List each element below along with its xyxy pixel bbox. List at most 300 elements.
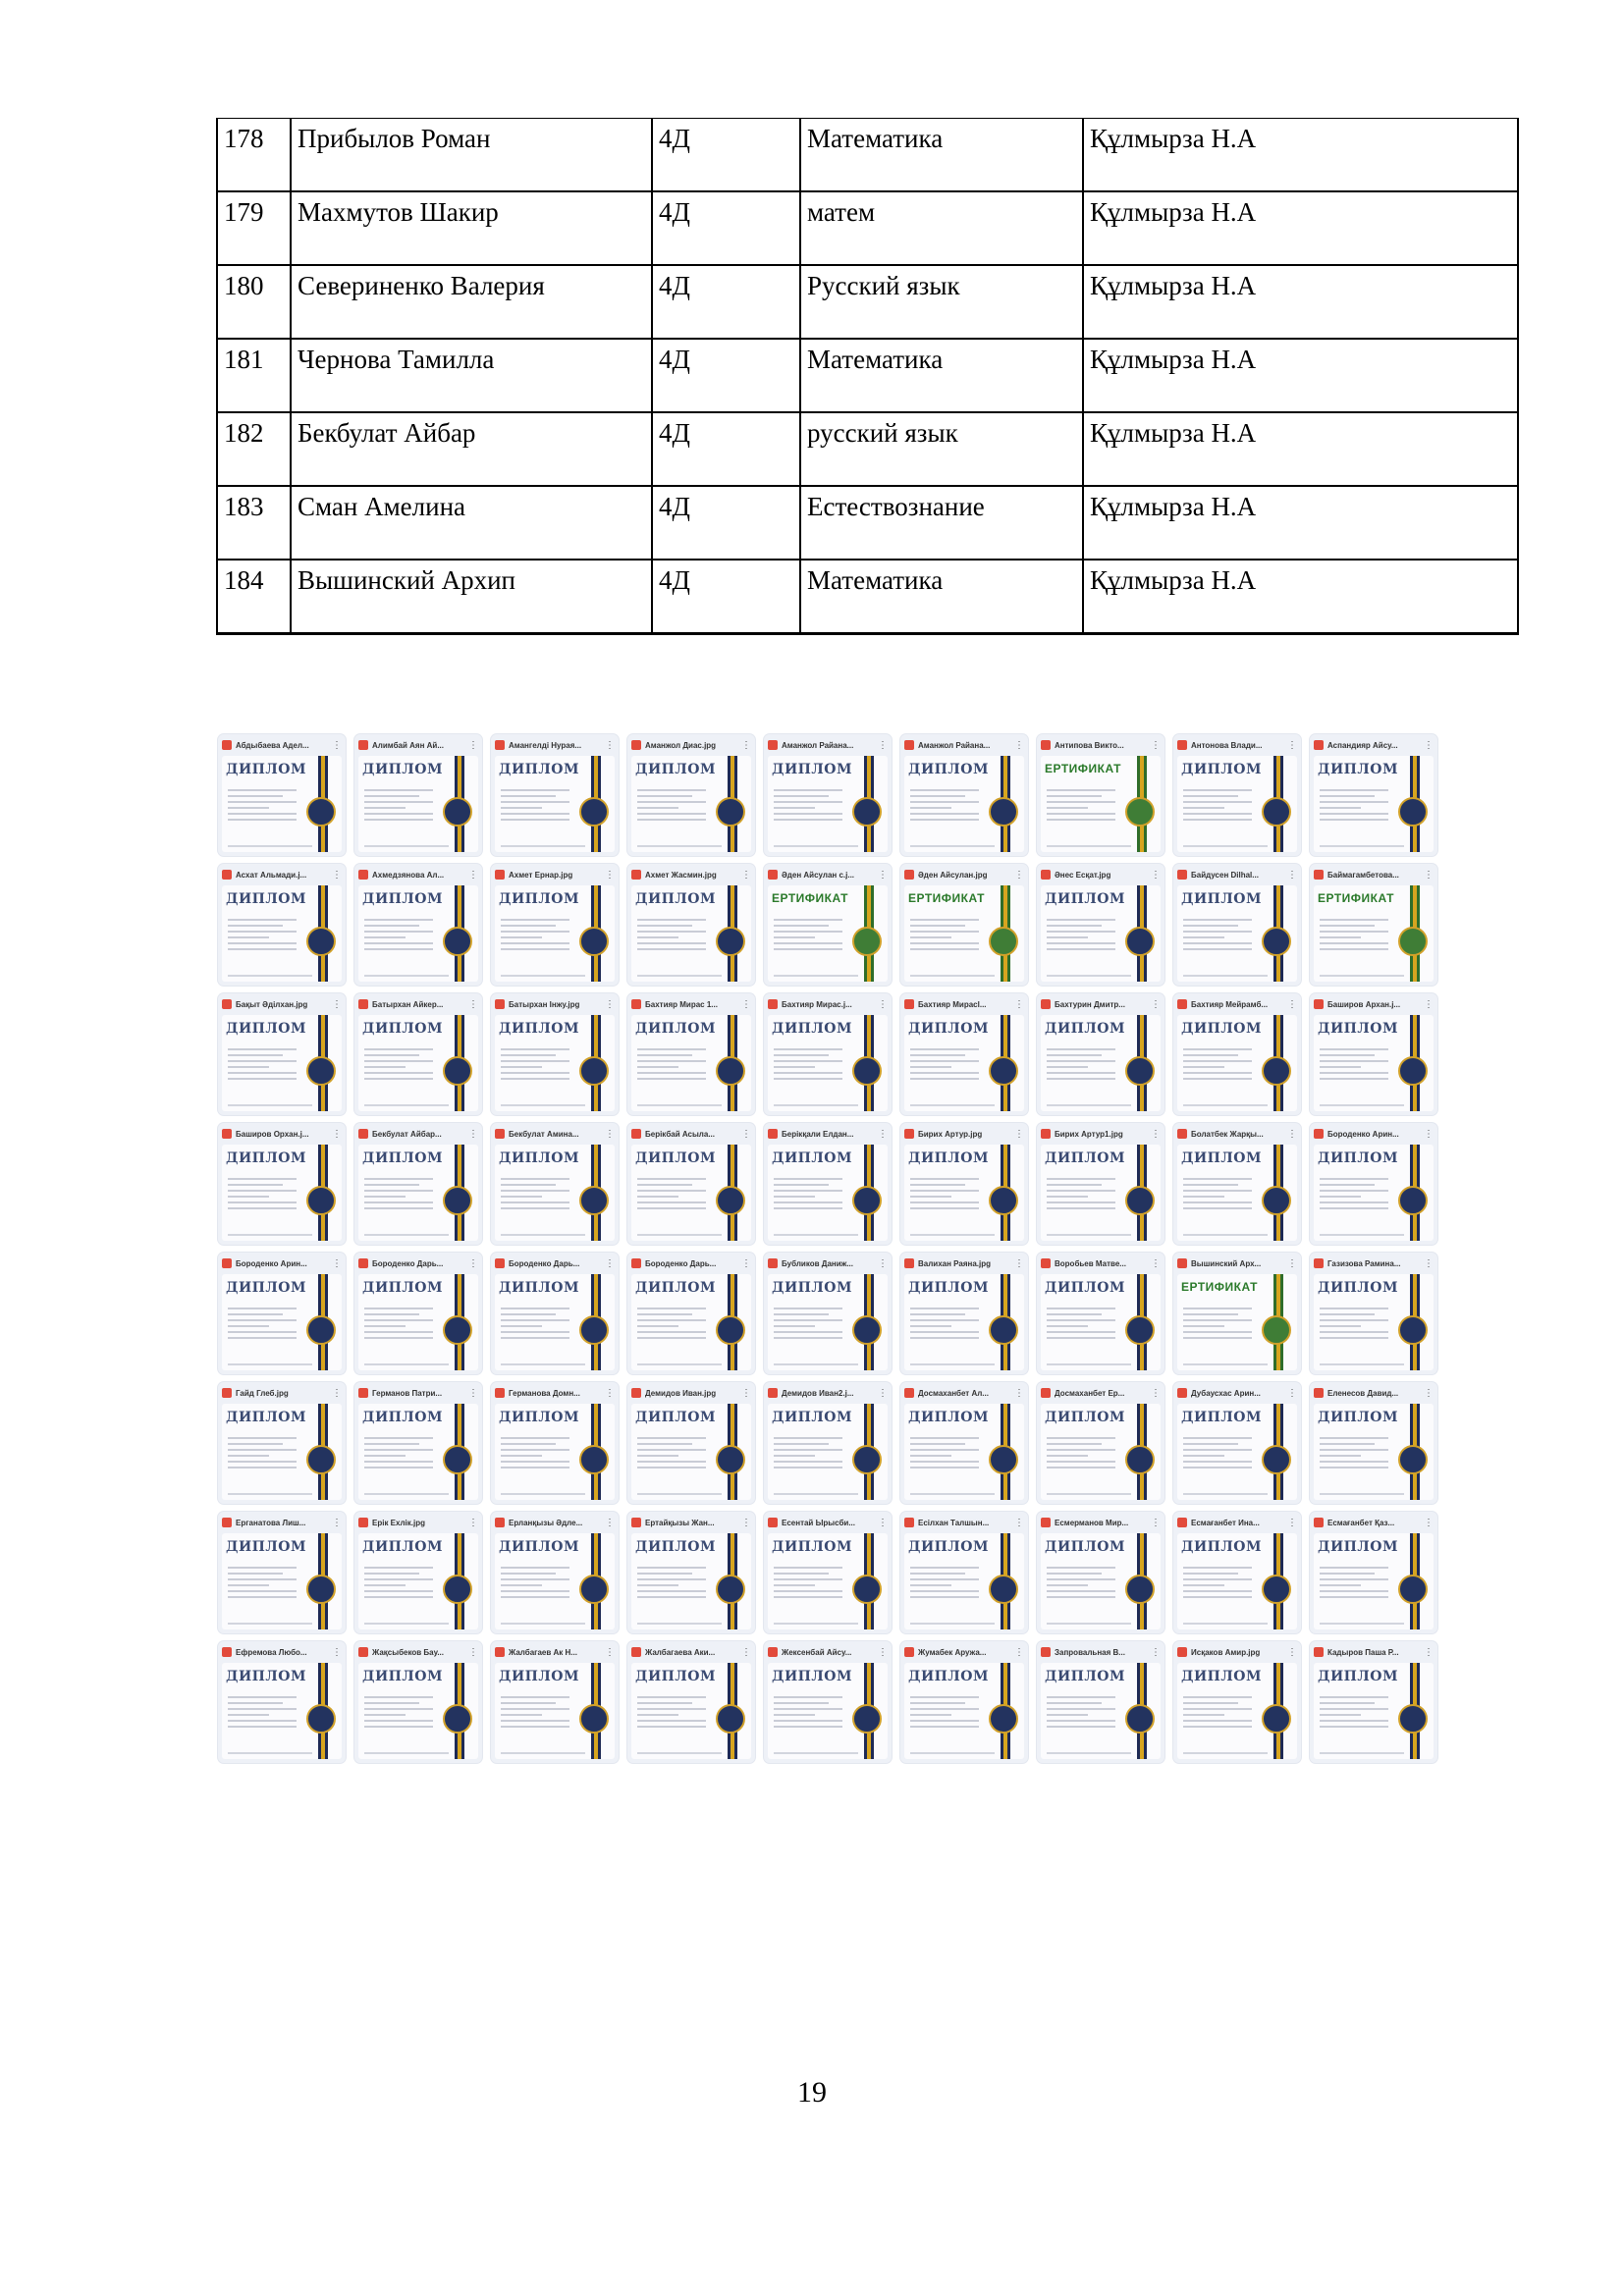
certificate-text-lines	[774, 1563, 842, 1602]
seal-emblem	[1398, 1186, 1428, 1215]
certificate-thumbnail[interactable]	[218, 993, 346, 1115]
certificate-title: ДИПЛОМ	[362, 762, 443, 777]
certificate-footer-line	[910, 1234, 995, 1236]
certificate-text-lines	[1183, 915, 1252, 954]
cell-subject: Математика	[800, 560, 1083, 634]
certificate-thumbnail[interactable]	[218, 1253, 346, 1374]
certificate-thumbnail[interactable]	[354, 1123, 482, 1245]
certificate-title: ДИПЛОМ	[499, 1150, 579, 1166]
certificate-thumbnail[interactable]	[218, 1123, 346, 1245]
certificate-thumbnail[interactable]	[900, 993, 1028, 1115]
more-vert-icon[interactable]: ⋮	[1287, 1128, 1297, 1140]
more-vert-icon[interactable]: ⋮	[468, 1257, 478, 1269]
certificate-thumbnail[interactable]	[1310, 1382, 1437, 1504]
table-row	[217, 191, 1518, 265]
more-vert-icon[interactable]: ⋮	[1287, 998, 1297, 1010]
certificate-preview	[768, 885, 888, 982]
table-row	[217, 486, 1518, 560]
certificate-thumbnail[interactable]	[900, 1512, 1028, 1633]
more-vert-icon[interactable]: ⋮	[468, 1646, 478, 1658]
certificate-thumbnail[interactable]	[900, 864, 1028, 986]
seal-emblem	[306, 1704, 336, 1734]
pdf-file-icon	[904, 1129, 914, 1139]
pdf-file-icon	[222, 1518, 232, 1527]
file-name: Аманжол Диас.jpg	[645, 740, 717, 750]
certificate-text-lines	[1047, 1304, 1115, 1343]
more-vert-icon[interactable]: ⋮	[468, 1387, 478, 1399]
certificate-thumbnail[interactable]	[764, 1253, 892, 1374]
more-vert-icon[interactable]: ⋮	[741, 1257, 751, 1269]
certificate-thumbnail[interactable]	[1173, 1641, 1301, 1763]
file-name: Демидов Иван2.j...	[782, 1388, 854, 1398]
certificate-thumbnail[interactable]	[764, 993, 892, 1115]
table-row	[217, 560, 1518, 634]
more-vert-icon[interactable]: ⋮	[1014, 1387, 1024, 1399]
certificate-text-lines	[1183, 1304, 1252, 1343]
file-name: Запровальная В...	[1055, 1647, 1125, 1657]
cell-name: Вышинский Архип	[291, 560, 652, 634]
certificate-title: ДИПЛОМ	[908, 762, 989, 777]
thumbnail-header	[1037, 1512, 1164, 1533]
pdf-file-icon	[1041, 1518, 1051, 1527]
certificate-thumbnail[interactable]	[627, 1253, 755, 1374]
cell-class: 4Д	[652, 560, 800, 634]
certificate-thumbnail[interactable]	[491, 1512, 619, 1633]
file-name: Әден Айсулан.jpg	[918, 870, 988, 880]
thumbnail-header	[218, 1253, 346, 1274]
more-vert-icon[interactable]: ⋮	[1151, 998, 1161, 1010]
seal-emblem	[443, 1704, 472, 1734]
students-table-body	[217, 119, 1518, 634]
seal-emblem	[443, 927, 472, 956]
seal-emblem	[1398, 927, 1428, 956]
certificate-thumbnail[interactable]	[218, 864, 346, 986]
thumbnail-header	[218, 734, 346, 756]
certificate-preview	[1177, 1404, 1297, 1500]
more-vert-icon[interactable]: ⋮	[468, 739, 478, 751]
certificate-thumbnail[interactable]	[627, 1123, 755, 1245]
certificate-thumbnail[interactable]	[900, 1123, 1028, 1245]
certificate-footer-line	[637, 1104, 722, 1106]
certificate-thumbnail[interactable]	[900, 1253, 1028, 1374]
certificate-text-lines	[501, 785, 569, 825]
pdf-file-icon	[768, 1647, 778, 1657]
certificate-text-lines	[1320, 1044, 1388, 1084]
certificate-text-lines	[364, 1433, 433, 1472]
more-vert-icon[interactable]: ⋮	[332, 998, 342, 1010]
certificate-thumbnail[interactable]	[218, 734, 346, 856]
certificate-text-lines	[501, 1692, 569, 1732]
certificate-thumbnail[interactable]	[764, 1641, 892, 1763]
certificate-thumbnail[interactable]	[1037, 864, 1164, 986]
certificate-footer-line	[228, 1752, 312, 1754]
cell-teacher: Құлмырза Н.А	[1083, 339, 1518, 412]
file-name: Жексенбай Айсу...	[782, 1647, 852, 1657]
pdf-file-icon	[222, 740, 232, 750]
more-vert-icon[interactable]: ⋮	[1424, 1128, 1434, 1140]
certificate-thumbnail[interactable]	[627, 993, 755, 1115]
certificate-footer-line	[1320, 1104, 1404, 1106]
more-vert-icon[interactable]: ⋮	[332, 1646, 342, 1658]
seal-emblem	[852, 1445, 882, 1474]
cell-name: Махмутов Шакир	[291, 191, 652, 265]
certificate-thumbnail[interactable]	[627, 1382, 755, 1504]
certificate-preview	[1041, 1404, 1161, 1500]
more-vert-icon[interactable]: ⋮	[1424, 1257, 1434, 1269]
thumbnail-header	[764, 734, 892, 756]
certificate-text-lines	[910, 1433, 979, 1472]
certificate-text-lines	[1047, 785, 1115, 825]
certificate-thumbnail[interactable]	[1310, 1641, 1437, 1763]
certificate-thumbnail[interactable]	[354, 1641, 482, 1763]
certificate-title: ДИПЛОМ	[1045, 1150, 1125, 1166]
seal-emblem	[1398, 1575, 1428, 1604]
certificate-title: ДИПЛОМ	[1181, 1410, 1262, 1425]
more-vert-icon[interactable]: ⋮	[605, 1517, 615, 1528]
pdf-file-icon	[358, 1518, 368, 1527]
more-vert-icon[interactable]: ⋮	[1287, 1387, 1297, 1399]
more-vert-icon[interactable]: ⋮	[741, 1128, 751, 1140]
certificate-preview	[222, 1404, 342, 1500]
certificate-thumbnail[interactable]	[1037, 1382, 1164, 1504]
more-vert-icon[interactable]: ⋮	[468, 998, 478, 1010]
certificate-preview	[631, 1404, 751, 1500]
more-vert-icon[interactable]: ⋮	[1151, 1257, 1161, 1269]
more-vert-icon[interactable]: ⋮	[878, 1128, 888, 1140]
seal-emblem	[852, 1575, 882, 1604]
certificate-thumbnail[interactable]	[354, 993, 482, 1115]
more-vert-icon[interactable]: ⋮	[878, 1646, 888, 1658]
thumbnail-header	[1173, 1512, 1301, 1533]
more-vert-icon[interactable]: ⋮	[1424, 1646, 1434, 1658]
certificate-thumbnail[interactable]	[491, 993, 619, 1115]
certificate-title: ДИПЛОМ	[1318, 1021, 1398, 1037]
certificate-preview	[1177, 885, 1297, 982]
certificate-footer-line	[228, 1493, 312, 1495]
seal-emblem	[579, 1056, 609, 1086]
more-vert-icon[interactable]: ⋮	[1424, 1517, 1434, 1528]
certificate-thumbnail[interactable]	[1037, 734, 1164, 856]
certificate-preview	[1177, 1274, 1297, 1370]
certificate-preview	[495, 1533, 615, 1629]
file-name: Бороденко Дарь...	[372, 1258, 444, 1268]
pdf-file-icon	[495, 870, 505, 880]
cell-subject: Естествознание	[800, 486, 1083, 560]
certificate-thumbnail[interactable]	[354, 734, 482, 856]
certificate-thumbnail[interactable]	[491, 1253, 619, 1374]
certificate-footer-line	[228, 1234, 312, 1236]
more-vert-icon[interactable]: ⋮	[878, 1517, 888, 1528]
file-name: Воробьев Матве...	[1055, 1258, 1126, 1268]
seal-emblem	[443, 1575, 472, 1604]
more-vert-icon[interactable]: ⋮	[741, 998, 751, 1010]
certificate-footer-line	[364, 975, 449, 977]
more-vert-icon[interactable]: ⋮	[332, 869, 342, 881]
certificate-title: ДИПЛОМ	[1045, 1021, 1125, 1037]
certificate-thumbnail[interactable]	[1310, 1512, 1437, 1633]
file-name: Бирих Артур.jpg	[918, 1129, 983, 1139]
certificate-text-lines	[501, 915, 569, 954]
thumbnail-header	[764, 1123, 892, 1145]
certificate-preview	[222, 1274, 342, 1370]
more-vert-icon[interactable]: ⋮	[1151, 1387, 1161, 1399]
seal-emblem	[1125, 1575, 1155, 1604]
certificate-text-lines	[1320, 1174, 1388, 1213]
certificate-thumbnail[interactable]	[1037, 1123, 1164, 1245]
more-vert-icon[interactable]: ⋮	[878, 998, 888, 1010]
table-row	[217, 339, 1518, 412]
more-vert-icon[interactable]: ⋮	[332, 739, 342, 751]
more-vert-icon[interactable]: ⋮	[332, 1257, 342, 1269]
certificate-thumbnail[interactable]	[1310, 864, 1437, 986]
certificate-thumbnail[interactable]	[900, 734, 1028, 856]
more-vert-icon[interactable]: ⋮	[1014, 869, 1024, 881]
certificate-preview	[768, 1404, 888, 1500]
pdf-file-icon	[222, 999, 232, 1009]
more-vert-icon[interactable]: ⋮	[1287, 1257, 1297, 1269]
certificate-thumbnail[interactable]	[627, 864, 755, 986]
certificate-thumbnail[interactable]	[1173, 1253, 1301, 1374]
thumbnail-header	[491, 1382, 619, 1404]
certificate-preview	[1177, 756, 1297, 852]
certificate-title: ДИПЛОМ	[908, 1539, 989, 1555]
certificate-thumbnail[interactable]	[354, 1382, 482, 1504]
certificate-thumbnail[interactable]	[491, 1641, 619, 1763]
certificate-text-lines	[910, 1563, 979, 1602]
thumbnail-header	[900, 734, 1028, 756]
seal-emblem	[989, 1315, 1018, 1345]
more-vert-icon[interactable]: ⋮	[468, 1517, 478, 1528]
more-vert-icon[interactable]: ⋮	[1014, 739, 1024, 751]
certificate-thumbnail[interactable]	[1173, 734, 1301, 856]
file-name: Жақсыбеков Бау...	[372, 1647, 444, 1657]
cell-num: 182	[217, 412, 291, 486]
certificate-thumbnail[interactable]	[764, 1512, 892, 1633]
file-name: Бороденко Дарь...	[645, 1258, 717, 1268]
more-vert-icon[interactable]: ⋮	[741, 1646, 751, 1658]
pdf-file-icon	[1177, 1129, 1187, 1139]
more-vert-icon[interactable]: ⋮	[1151, 1517, 1161, 1528]
more-vert-icon[interactable]: ⋮	[1287, 739, 1297, 751]
more-vert-icon[interactable]: ⋮	[1424, 1387, 1434, 1399]
certificate-title: ДИПЛОМ	[499, 1021, 579, 1037]
thumbnail-header	[900, 1641, 1028, 1663]
certificate-text-lines	[910, 1304, 979, 1343]
certificate-thumbnail[interactable]	[1310, 1123, 1437, 1245]
thumbnail-header	[764, 1641, 892, 1663]
more-vert-icon[interactable]: ⋮	[1287, 1517, 1297, 1528]
certificate-thumbnail[interactable]	[354, 864, 482, 986]
certificate-thumbnail[interactable]	[491, 864, 619, 986]
more-vert-icon[interactable]: ⋮	[1014, 1128, 1024, 1140]
more-vert-icon[interactable]: ⋮	[1424, 739, 1434, 751]
certificate-preview	[222, 1533, 342, 1629]
certificate-thumbnail[interactable]	[764, 1123, 892, 1245]
certificate-thumbnail[interactable]	[1037, 1641, 1164, 1763]
certificate-thumbnail[interactable]	[627, 1512, 755, 1633]
more-vert-icon[interactable]: ⋮	[1014, 1257, 1024, 1269]
certificate-preview	[495, 1663, 615, 1759]
seal-emblem	[852, 1186, 882, 1215]
certificate-footer-line	[637, 975, 722, 977]
certificate-footer-line	[1320, 845, 1404, 847]
certificate-title: ЕРТИФИКАТ	[1318, 891, 1394, 905]
more-vert-icon[interactable]: ⋮	[741, 1517, 751, 1528]
certificate-thumbnail[interactable]	[218, 1382, 346, 1504]
certificate-title: ДИПЛОМ	[1181, 1669, 1262, 1684]
file-name: Бахтияр Мейрамб...	[1191, 999, 1269, 1009]
pdf-file-icon	[631, 1258, 641, 1268]
certificate-text-lines	[228, 1433, 297, 1472]
more-vert-icon[interactable]: ⋮	[1424, 998, 1434, 1010]
cell-name: Прибылов Роман	[291, 119, 652, 192]
more-vert-icon[interactable]: ⋮	[1287, 869, 1297, 881]
certificate-thumbnail[interactable]	[491, 734, 619, 856]
seal-emblem	[1125, 1445, 1155, 1474]
certificate-thumbnail[interactable]	[1037, 1512, 1164, 1633]
certificate-thumbnail[interactable]	[491, 1123, 619, 1245]
pdf-file-icon	[222, 1388, 232, 1398]
certificate-thumbnail[interactable]	[1310, 734, 1437, 856]
seal-emblem	[716, 797, 745, 827]
more-vert-icon[interactable]: ⋮	[332, 1387, 342, 1399]
certificate-thumbnail[interactable]	[1037, 993, 1164, 1115]
more-vert-icon[interactable]: ⋮	[878, 1387, 888, 1399]
more-vert-icon[interactable]: ⋮	[1151, 869, 1161, 881]
certificate-thumbnail[interactable]	[354, 1253, 482, 1374]
certificate-text-lines	[364, 1304, 433, 1343]
certificate-footer-line	[1047, 975, 1131, 977]
seal-emblem	[1398, 1315, 1428, 1345]
more-vert-icon[interactable]: ⋮	[1014, 998, 1024, 1010]
certificate-text-lines	[1183, 1563, 1252, 1602]
more-vert-icon[interactable]: ⋮	[1151, 1128, 1161, 1140]
more-vert-icon[interactable]: ⋮	[1151, 739, 1161, 751]
more-vert-icon[interactable]: ⋮	[605, 1128, 615, 1140]
pdf-file-icon	[631, 1647, 641, 1657]
cell-class: 4Д	[652, 339, 800, 412]
thumbnail-header	[900, 1253, 1028, 1274]
more-vert-icon[interactable]: ⋮	[741, 869, 751, 881]
thumbnail-header	[627, 1382, 755, 1404]
certificate-thumbnail[interactable]	[900, 1641, 1028, 1763]
more-vert-icon[interactable]: ⋮	[1014, 1646, 1024, 1658]
thumbnail-header	[218, 1123, 346, 1145]
certificate-title: ДИПЛОМ	[499, 1410, 579, 1425]
certificate-thumbnail[interactable]	[491, 1382, 619, 1504]
cell-subject: Русский язык	[800, 265, 1083, 339]
certificate-title: ДИПЛОМ	[635, 1410, 716, 1425]
more-vert-icon[interactable]: ⋮	[605, 739, 615, 751]
file-name: Болатбек Жарқы...	[1191, 1129, 1264, 1139]
pdf-file-icon	[768, 1518, 778, 1527]
more-vert-icon[interactable]: ⋮	[1151, 1646, 1161, 1658]
certificate-thumbnail[interactable]	[764, 734, 892, 856]
certificate-thumbnail[interactable]	[1310, 993, 1437, 1115]
certificate-thumbnail[interactable]	[1173, 864, 1301, 986]
certificate-thumbnail[interactable]	[627, 1641, 755, 1763]
more-vert-icon[interactable]: ⋮	[878, 1257, 888, 1269]
more-vert-icon[interactable]: ⋮	[332, 1517, 342, 1528]
certificate-thumbnail[interactable]	[1173, 1512, 1301, 1633]
certificate-preview	[1041, 1015, 1161, 1111]
certificate-text-lines	[910, 1174, 979, 1213]
certificate-thumbnail[interactable]	[627, 734, 755, 856]
certificate-thumbnail[interactable]	[354, 1512, 482, 1633]
certificate-thumbnail[interactable]	[764, 864, 892, 986]
pdf-file-icon	[1041, 999, 1051, 1009]
certificate-title: ДИПЛОМ	[635, 1021, 716, 1037]
certificate-title: ДИПЛОМ	[635, 1280, 716, 1296]
certificate-thumbnail[interactable]	[900, 1382, 1028, 1504]
more-vert-icon[interactable]: ⋮	[468, 869, 478, 881]
certificate-preview	[1041, 1533, 1161, 1629]
file-name: Ахмедзянова Ал...	[372, 870, 445, 880]
certificate-thumbnail[interactable]	[1310, 1253, 1437, 1374]
cell-class: 4Д	[652, 412, 800, 486]
more-vert-icon[interactable]: ⋮	[878, 869, 888, 881]
certificate-preview	[1041, 1145, 1161, 1241]
file-name: Бақыт Әділхан.jpg	[236, 999, 308, 1009]
more-vert-icon[interactable]: ⋮	[332, 1128, 342, 1140]
certificate-thumbnail[interactable]	[218, 1512, 346, 1633]
certificate-thumbnail[interactable]	[1173, 1123, 1301, 1245]
thumbnail-header	[491, 1253, 619, 1274]
certificate-footer-line	[364, 1234, 449, 1236]
certificate-thumbnail[interactable]	[218, 1641, 346, 1763]
pdf-file-icon	[495, 1647, 505, 1657]
thumbnail-header	[1310, 993, 1437, 1015]
certificate-text-lines	[1183, 1433, 1252, 1472]
seal-emblem	[989, 927, 1018, 956]
certificate-thumbnail[interactable]	[1173, 1382, 1301, 1504]
certificate-title: ДИПЛОМ	[499, 1539, 579, 1555]
more-vert-icon[interactable]: ⋮	[605, 1387, 615, 1399]
certificate-footer-line	[364, 845, 449, 847]
more-vert-icon[interactable]: ⋮	[605, 1257, 615, 1269]
certificate-preview	[358, 1533, 478, 1629]
pdf-file-icon	[358, 1388, 368, 1398]
more-vert-icon[interactable]: ⋮	[605, 869, 615, 881]
certificate-text-lines	[1047, 1563, 1115, 1602]
more-vert-icon[interactable]: ⋮	[605, 998, 615, 1010]
pdf-file-icon	[1177, 1388, 1187, 1398]
more-vert-icon[interactable]: ⋮	[1014, 1517, 1024, 1528]
more-vert-icon[interactable]: ⋮	[605, 1646, 615, 1658]
certificate-thumbnail[interactable]	[1037, 1253, 1164, 1374]
more-vert-icon[interactable]: ⋮	[1424, 869, 1434, 881]
certificate-thumbnail[interactable]	[764, 1382, 892, 1504]
thumbnail-header	[900, 993, 1028, 1015]
more-vert-icon[interactable]: ⋮	[468, 1128, 478, 1140]
pdf-file-icon	[904, 1258, 914, 1268]
file-name: Батырхан Айкер...	[372, 999, 444, 1009]
certificate-footer-line	[501, 975, 585, 977]
more-vert-icon[interactable]: ⋮	[741, 739, 751, 751]
pdf-file-icon	[358, 1647, 368, 1657]
certificate-thumbnail[interactable]	[1173, 993, 1301, 1115]
cell-teacher: Құлмырза Н.А	[1083, 119, 1518, 192]
certificate-title: ДИПЛОМ	[1318, 762, 1398, 777]
more-vert-icon[interactable]: ⋮	[1287, 1646, 1297, 1658]
more-vert-icon[interactable]: ⋮	[741, 1387, 751, 1399]
seal-emblem	[579, 927, 609, 956]
thumbnail-header	[1173, 864, 1301, 885]
certificate-footer-line	[1320, 1493, 1404, 1495]
more-vert-icon[interactable]: ⋮	[878, 739, 888, 751]
cell-name: Чернова Тамилла	[291, 339, 652, 412]
thumbnail-header	[627, 864, 755, 885]
